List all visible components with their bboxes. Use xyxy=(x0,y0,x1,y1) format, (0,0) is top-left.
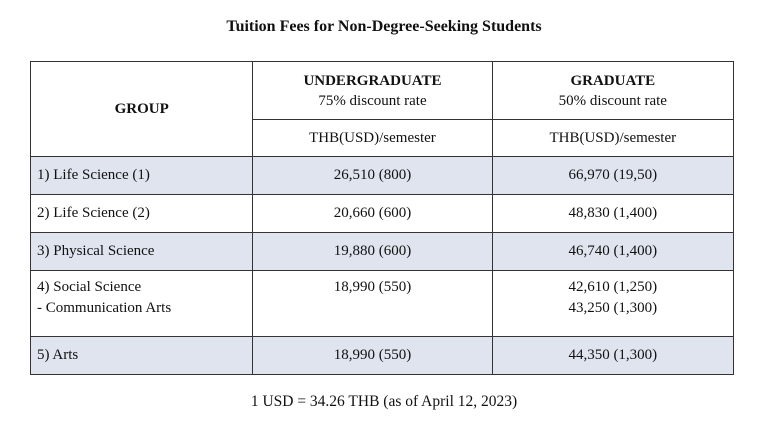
group-cell-text: 5) Arts xyxy=(37,347,79,363)
table-header-row xyxy=(31,62,734,120)
group-cell xyxy=(31,271,253,337)
graduate-fee-cell xyxy=(492,271,733,337)
group-cell xyxy=(31,157,253,195)
graduate-fee-cell-text: 43,250 (1,300) xyxy=(568,300,658,316)
graduate-fee-cell-text: 42,610 (1,250) xyxy=(568,279,658,295)
undergraduate-fee-cell xyxy=(253,157,492,195)
group-cell-text: - Communication Arts xyxy=(37,300,172,316)
undergraduate-fee-cell xyxy=(253,233,492,271)
undergraduate-discount-rate: 75% discount rate xyxy=(318,92,427,109)
undergraduate-fee-cell-text: 18,990 (550) xyxy=(333,279,412,295)
graduate-fee-cell xyxy=(492,157,733,195)
undergraduate-fee-cell xyxy=(253,195,492,233)
table-row xyxy=(31,271,734,337)
undergraduate-fee-cell-text: 18,990 (550) xyxy=(333,347,412,363)
table-row xyxy=(31,337,734,375)
graduate-fee-cell-text: 48,830 (1,400) xyxy=(568,205,658,221)
graduate-fee-cell xyxy=(492,233,733,271)
graduate-fee-cell-text: 46,740 (1,400) xyxy=(568,243,658,259)
graduate-fee-cell-text: 66,970 (19,50) xyxy=(568,167,658,183)
graduate-unit: THB(USD)/semester xyxy=(492,120,733,157)
undergraduate-unit: THB(USD)/semester xyxy=(253,120,492,157)
graduate-fee-cell-text: 44,350 (1,300) xyxy=(568,347,658,363)
graduate-fee-cell xyxy=(492,195,733,233)
group-cell xyxy=(31,195,253,233)
undergraduate-label: UNDERGRADUATE xyxy=(303,72,442,89)
undergraduate-fee-cell xyxy=(253,337,492,375)
undergraduate-fee-cell-text: 19,880 (600) xyxy=(333,243,412,259)
graduate-column-header xyxy=(492,62,733,120)
page-title: Tuition Fees for Non-Degree-Seeking Students xyxy=(226,18,542,35)
table-row xyxy=(31,157,734,195)
undergraduate-fee-cell-text: 26,510 (800) xyxy=(333,167,412,183)
exchange-rate-note: 1 USD = 34.26 THB (as of April 12, 2023) xyxy=(250,393,518,410)
undergraduate-column-header xyxy=(253,62,492,120)
table-row xyxy=(31,233,734,271)
group-cell-text: 4) Social Science xyxy=(37,279,142,295)
graduate-discount-rate: 50% discount rate xyxy=(558,92,667,109)
group-cell-text: 3) Physical Science xyxy=(37,243,155,259)
graduate-label: GRADUATE xyxy=(570,72,656,89)
group-cell xyxy=(31,233,253,271)
group-cell xyxy=(31,337,253,375)
undergraduate-fee-cell-text: 20,660 (600) xyxy=(333,205,412,221)
group-cell-text: 2) Life Science (2) xyxy=(37,205,150,221)
group-column-header: GROUP xyxy=(31,62,253,157)
table-row xyxy=(31,195,734,233)
fee-rows xyxy=(31,157,734,375)
graduate-fee-cell xyxy=(492,337,733,375)
tuition-fees-table xyxy=(30,61,734,375)
group-cell-text: 1) Life Science (1) xyxy=(37,167,150,183)
undergraduate-fee-cell xyxy=(253,271,492,337)
